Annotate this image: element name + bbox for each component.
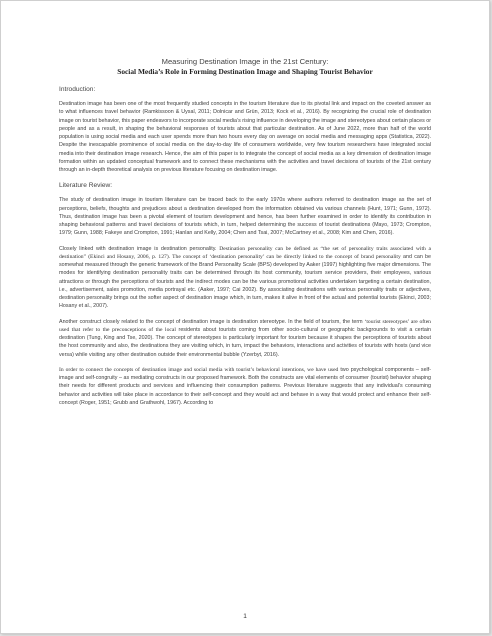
literature-paragraph-2-part-a: Closely linked with destination image is destination personality. <box>59 245 220 252</box>
literature-paragraph-4-part-a: In order to connect the concepts of destination image and social media with tourist’s behavioral intentions, we have used <box>59 366 339 373</box>
introduction-heading: Introduction: <box>59 86 96 93</box>
literature-paragraph-3 <box>59 318 431 359</box>
literature-paragraph-2-part-b: Destination personality can be defined as “the set of personality traits associated with a destination” (Ekinci and Hosany, 2006, p. 127). The concept of ‘destination personality’ can be directly linked to the concept of brand personality <box>59 245 431 260</box>
paper-title-line2: Social Media’s Role in Forming Destination Image and Shaping Tourist Behavior <box>117 67 373 76</box>
page-number: 1 <box>243 613 247 620</box>
literature-paragraph-3-part-b: ‘tourist stereotypes’ are often used that refer to the preconceptions of the local <box>59 318 431 333</box>
literature-review-heading: Literature Review: <box>59 182 113 190</box>
literature-paragraph-4-part-b: two psychological components – self-image and self-congruity – as mediating constructs in our proposed framework. Both the constructs are vital elements of consumer (tourist) behavior shaping their needs for different products and services and influencing their consumption patterns. Previous literature suggests that any individual’s consuming behavior and activities will take place in accordance to their self-concept and they would act and behave in a way that would protect and enhance their self-concept (Roger, 1951; Grubb and Grathwohl, 1967). According to <box>59 366 432 406</box>
literature-paragraph-3-part-c: residents about tourists coming from other socio-cultural or geographic backgrounds to visit a certain destination (Tung, King and Tse, 2020). The concept of stereotypes is particularly important for tourism because it shapes the perceptions of tourists about the host community and also, the destinations they are visiting which, in turn, impact the behaviors, interactions and activities of tourists with hosts (and vice versa) while visiting any other destination outside their environmental bubble (Yzerbyt, 2016). <box>59 326 431 358</box>
literature-paragraph-3-part-a: Another construct closely related to the concept of destination image is destination stereotype. In the field of tourism, the term <box>59 318 365 325</box>
introduction-paragraph: Destination image has been one of the most frequently studied concepts in the tourism literature due to its pivotal link and impact on the coveted answer as to what influences travel behavior (Ramkissoon & Uysal, 2011; Dolnicar and Grün, 2013; Kock et al., 2016). By recognizing the crucial role of destination image on tourist behavior, this paper endeavors to incorporate social media’s rising influence in developing the image and stereotypes about certain places or people and as a result, in shaping the behavioral responses of tourists about that particular destination. As of June 2022, more than half of the world population is using social media and each user spends more than two hours every day on average on social media and messaging apps (Statistica, 2022). Despite the inescapable prominence of social media on the day-to-day life of consumers worldwide, very few tourism researchers have integrated social media into their destination image research. Hence, the aim of this paper is to integrate the concept of social media as a key dimension of destination image formation within an updated conceptual framework and to connect these mechanisms with the activities and travel decisions of tourists of the 21st century through an in-depth theoretical analysis on previous literature focusing on destination image. <box>59 101 431 173</box>
page-content <box>59 57 431 414</box>
literature-paragraph-4 <box>59 366 431 407</box>
literature-paragraph-2-part-c: and can be somewhat measured through the generic framework of the Brand Personality Scale (BPS) developed by Aaker (1997) highlighting five major dimensions. The modes for identifying destination personality traits can be determined through its host community, tourism service providers, their employees, various attractions or through the perceptions of tourists and the indirect modes can be the various promotional activities undertaken targeting a certain destination, i.e., advertisement, sales promotion, media portrayal etc. (Aaker, 1997; Cai 2002). By associating destinations with various personality traits or adjectives, destination personality brings out the softer aspect of destination image which, in turn, makes it alive in front of the actual and potential tourists (Ekinci, 2003; Hosany et al., 2007). <box>59 253 431 310</box>
literature-paragraph-2 <box>59 245 431 311</box>
literature-paragraph-1: The study of destination image in tourism literature can be traced back to the early 1970s where authors referred to destination image as the set of perceptions, beliefs, thoughts and prejudices about a destination developed from the information obtained via various channels (Hunt, 1971; Gunn, 1972). Thus, destination image has been a pivotal element of tourism development and hence, has been further examined in order to identify its contribution in shaping behavioral patterns and travel decisions of tourists which, in turn, helped determining the success of tourist destinations (Mayo, 1973; Crompton, 1979; Gunn, 1988; Fakeye and Crompton, 1991; Hanlan and Kelly, 2004; Chen and Tsai, 2007; McCartney et al., 2008; Kim and Chen, 2016). <box>59 197 431 237</box>
paper-title-line1: Measuring Destination Image in the 21st Century: <box>161 57 329 66</box>
